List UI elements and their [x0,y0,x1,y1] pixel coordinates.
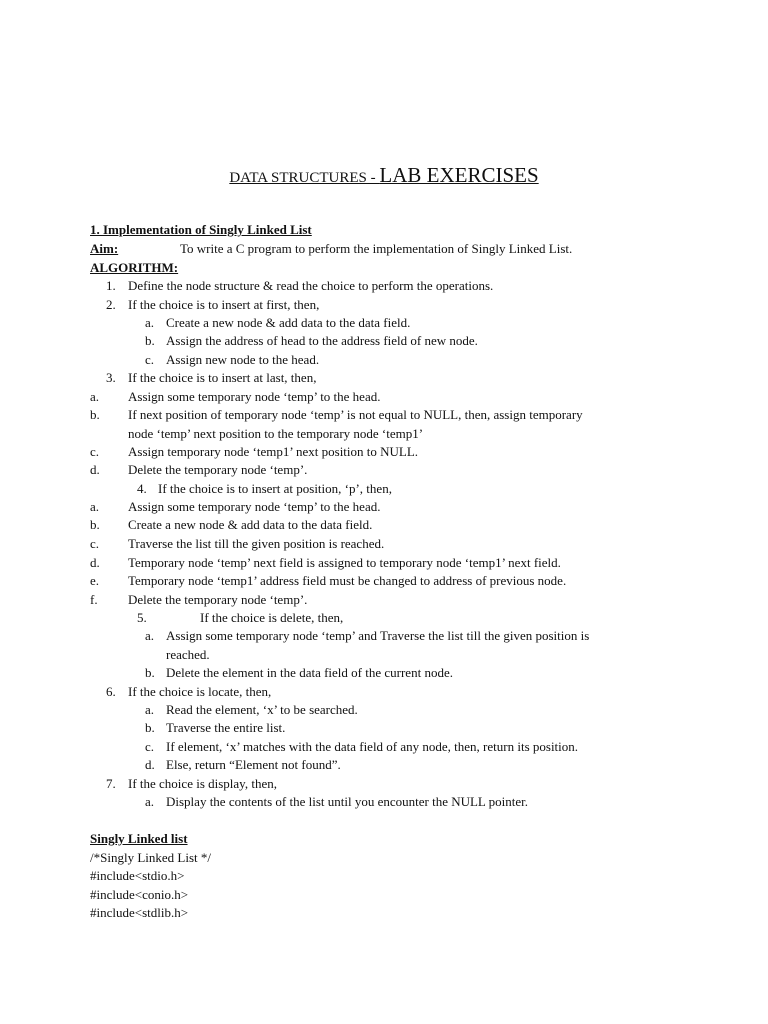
algo-marker: d. [145,757,155,772]
algo-marker: f. [90,592,98,607]
algo-marker: a. [145,628,155,643]
algo-text-continued: reached. [166,647,210,662]
algo-text: Assign some temporary node ‘temp’ to the head. [128,499,381,514]
code-line: /*Singly Linked List */ [90,850,211,865]
algo-marker: 3. [106,370,116,385]
algo-text: Temporary node ‘temp1’ address field must be changed to address of previous node. [128,573,567,588]
algo-text: Assign temporary node ‘temp1’ next position to NULL. [128,444,419,459]
algo-marker: c. [90,536,100,551]
algo-text: Display the contents of the list until you encounter the NULL pointer. [166,794,529,809]
algo-text: Else, return “Element not found”. [166,757,341,772]
algo-marker: c. [145,739,155,754]
page-title [0,163,768,188]
algo-text: Assign some temporary node ‘temp’ and Traverse the list till the given position is [166,628,590,643]
code-line: #include<stdlib.h> [90,905,189,920]
algo-marker: a. [145,315,155,330]
algo-text: Assign some temporary node ‘temp’ to the head. [128,389,381,404]
algo-text: Assign new node to the head. [166,352,320,367]
algo-text: Define the node structure & read the choice to perform the operations. [128,278,494,293]
algo-text: Delete the temporary node ‘temp’. [128,462,308,477]
algo-text: Create a new node & add data to the data field. [128,517,373,532]
code-heading: Singly Linked list [90,831,188,846]
algo-marker: 4. [137,481,147,496]
algo-text: Temporary node ‘temp’ next field is assigned to temporary node ‘temp1’ next field. [128,555,561,570]
algo-text: If the choice is to insert at first, then, [128,297,320,312]
algo-marker: 6. [106,684,116,699]
algo-marker: b. [145,333,155,348]
algo-text: Create a new node & add data to the data field. [166,315,411,330]
algo-text: Assign the address of head to the address field of new node. [166,333,478,348]
code-line: #include<conio.h> [90,887,189,902]
algo-text: If the choice is to insert at last, then, [128,370,317,385]
algo-text: Read the element, ‘x’ to be searched. [166,702,358,717]
algo-marker: d. [90,555,100,570]
section-heading: 1. Implementation of Singly Linked List [90,222,312,237]
algo-text: If element, ‘x’ matches with the data field of any node, then, return its position. [166,739,579,754]
algo-text: Traverse the entire list. [166,720,286,735]
algo-marker: a. [145,794,155,809]
aim-text: To write a C program to perform the implementation of Singly Linked List. [180,241,573,256]
algo-text: If the choice is delete, then, [200,610,344,625]
algo-marker: c. [145,352,155,367]
algo-text: Delete the temporary node ‘temp’. [128,592,308,607]
algo-marker: c. [90,444,100,459]
algorithm-heading: ALGORITHM: [90,260,179,275]
algo-marker: b. [145,720,155,735]
algo-marker: e. [90,573,100,588]
algo-text: Traverse the list till the given position is reached. [128,536,385,551]
algo-text: If next position of temporary node ‘temp’ is not equal to NULL, then, assign temporary [128,407,583,422]
algo-marker: a. [90,389,100,404]
algo-marker: 1. [106,278,116,293]
algo-marker: d. [90,462,100,477]
algo-marker: 7. [106,776,116,791]
aim-label: Aim: [90,241,119,256]
algo-marker: a. [90,499,100,514]
code-line: #include<stdio.h> [90,868,185,883]
algo-marker: a. [145,702,155,717]
algo-marker: b. [90,517,100,532]
algo-marker: b. [145,665,155,680]
algo-text-continued: node ‘temp’ next position to the temporary node ‘temp1’ [128,426,424,441]
title-prefix: DATA STRUCTURES - [229,170,380,186]
algo-text: If the choice is locate, then, [128,684,272,699]
algo-marker: b. [90,407,100,422]
algo-marker: 5. [137,610,147,625]
aim-line [90,240,118,258]
algo-text: If the choice is display, then, [128,776,277,791]
algo-marker: 2. [106,297,116,312]
title-main: LAB EXERCISES [379,163,539,187]
algo-text: If the choice is to insert at position, ‘p’, then, [158,481,392,496]
algo-text: Delete the element in the data field of the current node. [166,665,453,680]
